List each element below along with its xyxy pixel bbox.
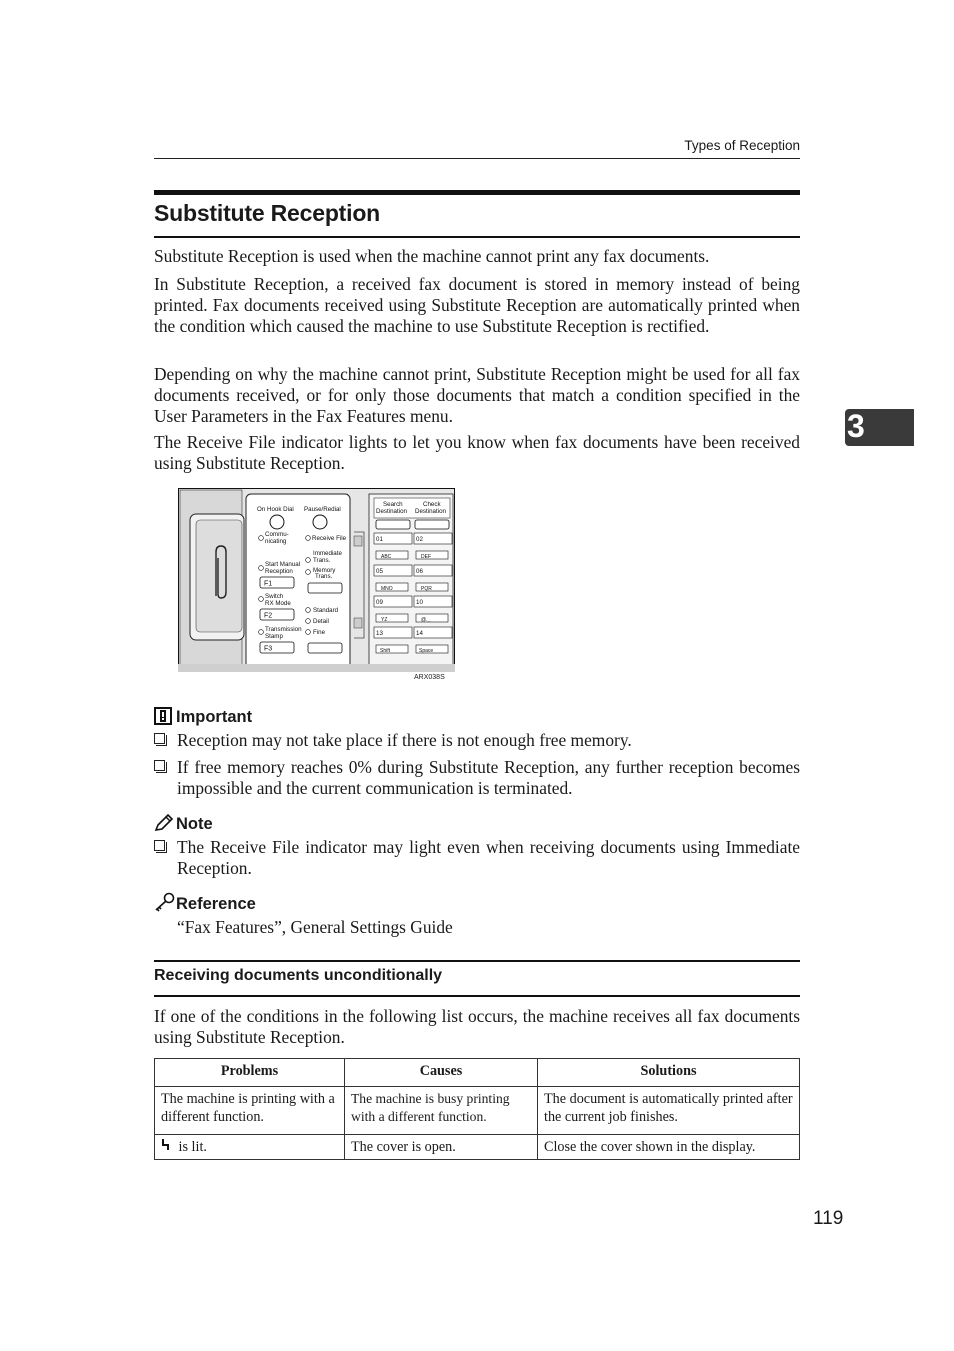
cover-open-icon: [161, 1138, 175, 1156]
key-def: DEF: [421, 554, 431, 560]
running-header: Types of Reception: [684, 138, 800, 153]
paragraph-1: Substitute Reception is used when the machine cannot print any fax documents.: [154, 246, 710, 266]
table-cell: Close the cover shown in the display.: [538, 1135, 800, 1160]
subsection-paragraph: If one of the conditions in the following list occurs, the machine receives all fax documents using Substitute Reception.: [154, 1006, 800, 1047]
key-at: @._: [421, 617, 431, 623]
control-panel-figure: [178, 488, 455, 672]
table-row: [155, 1087, 800, 1135]
transmission-stamp-label-1: Transmission: [265, 626, 302, 633]
checkbox-bullet-icon: [154, 840, 165, 851]
check-destination-label-2: Destination: [415, 508, 446, 515]
key-yz: YZ: [381, 617, 388, 623]
key-02: 02: [416, 536, 423, 543]
title-rule: [154, 236, 800, 238]
f3-label: F3: [264, 645, 273, 653]
note-item-1: The Receive File indicator may light even when receiving documents using Immediate Reception.: [154, 837, 800, 879]
key-14: 14: [416, 630, 423, 637]
key-abc: ABC: [381, 554, 392, 560]
chapter-number: 3: [847, 408, 865, 444]
key-10: 10: [416, 599, 423, 606]
table-cell: is lit.: [155, 1135, 345, 1160]
problems-table: [154, 1058, 800, 1160]
subsection-title: Receiving documents unconditionally: [154, 967, 443, 984]
checkbox-bullet-icon: [154, 760, 165, 771]
table-cell: The document is automatically printed after the current job finishes.: [538, 1087, 800, 1135]
important-item-1: Reception may not take place if there is not enough free memory.: [154, 730, 800, 751]
header-rule: [154, 158, 800, 159]
paragraph-3: Depending on why the machine cannot print, Substitute Reception might be used for all fax documents received, or for only those documents that match a condition specified in the User Parameters in the Fax Features menu.: [154, 364, 800, 426]
standard-label: Standard: [313, 607, 339, 614]
on-hook-dial-label: On Hook Dial: [257, 506, 294, 513]
subsection-rule-bottom: [154, 995, 800, 997]
important-icon: [154, 707, 176, 730]
transmission-stamp-label-2: Stamp: [265, 633, 283, 640]
title-bar: [154, 190, 800, 195]
key-06: 06: [416, 568, 423, 575]
checkbox-bullet-icon: [154, 733, 165, 744]
communicating-label-2: nicating: [265, 538, 287, 545]
subsection-rule-top: [154, 960, 800, 962]
detail-label: Detail: [313, 618, 329, 625]
pencil-icon: [154, 814, 176, 837]
receive-file-label: Receive File: [312, 535, 347, 542]
key-05: 05: [376, 568, 383, 575]
important-heading: [154, 707, 252, 730]
immediate-label-1: Immediate: [313, 550, 342, 557]
figure-code: ARX038S: [414, 674, 445, 681]
f1-label: F1: [264, 580, 273, 588]
start-manual-label-2: Reception: [265, 568, 293, 575]
important-heading-text: Important: [176, 708, 253, 726]
key-13: 13: [376, 630, 383, 637]
table-header-row: [155, 1059, 800, 1087]
table-cell: The machine is busy printing with a different function.: [345, 1087, 538, 1135]
reference-text: “Fax Features”, General Settings Guide: [177, 917, 453, 937]
page-number: 119: [813, 1208, 844, 1229]
key-icon: [154, 892, 176, 917]
f2-label: F2: [264, 612, 273, 620]
table-cell: The machine is printing with a different function.: [155, 1087, 345, 1135]
search-destination-label-1: Search: [383, 501, 403, 508]
column-header-causes: Causes: [345, 1059, 538, 1087]
pause-redial-label: Pause/Redial: [304, 506, 341, 513]
fine-label: Fine: [313, 629, 326, 636]
communicating-label-1: Commu-: [265, 531, 289, 538]
section-title: Substitute Reception: [154, 200, 381, 226]
memory-label-1: Memory: [313, 567, 336, 574]
column-header-problems: Problems: [155, 1059, 345, 1087]
key-01: 01: [376, 536, 383, 543]
search-destination-label-2: Destination: [376, 508, 407, 515]
key-shift: Shift: [380, 648, 391, 654]
key-09: 09: [376, 599, 383, 606]
key-space: Space: [419, 648, 434, 654]
immediate-label-2: Trans.: [313, 557, 331, 564]
table-row: [155, 1135, 800, 1160]
column-header-solutions: Solutions: [538, 1059, 800, 1087]
table-cell: The cover is open.: [345, 1135, 538, 1160]
note-heading: [154, 814, 213, 837]
key-mno: MNO: [381, 586, 393, 592]
reference-heading-text: Reference: [176, 895, 256, 913]
key-pqr: PQR: [421, 586, 432, 592]
paragraph-2: In Substitute Reception, a received fax document is stored in memory instead of being printed. Fax documents received using Substitute Reception are automatically printed when the condition which caused the machine to use Substitute Reception is rectified.: [154, 274, 800, 336]
check-destination-label-1: Check: [423, 501, 441, 508]
important-item-2: If free memory reaches 0% during Substitute Reception, any further reception becomes impossible and the current communication is terminated.: [154, 757, 800, 799]
memory-label-2: Trans.: [315, 573, 333, 580]
paragraph-4: The Receive File indicator lights to let you know when fax documents have been received using Substitute Reception.: [154, 432, 800, 473]
switch-rx-label-1: Switch: [265, 593, 284, 600]
chapter-tab: [845, 409, 914, 446]
note-heading-text: Note: [176, 815, 213, 833]
switch-rx-label-2: RX Mode: [265, 600, 291, 607]
start-manual-label-1: Start Manual: [265, 561, 301, 568]
reference-heading: [154, 892, 256, 917]
